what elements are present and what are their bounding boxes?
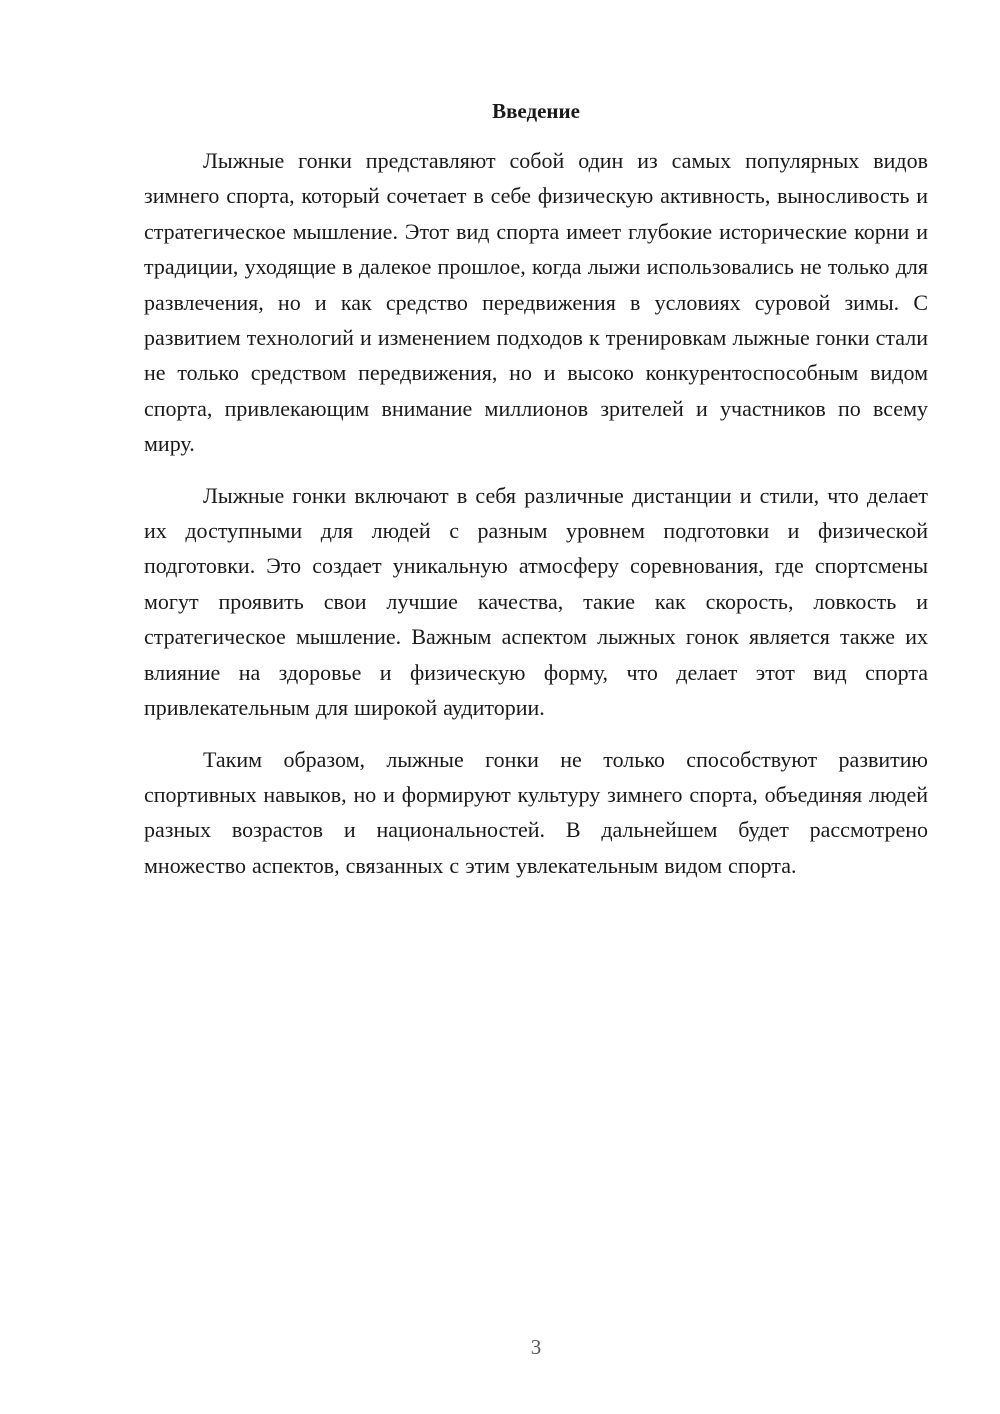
paragraph-3: Таким образом, лыжные гонки не только способствуют развитию спортивных навыков, но и формируют культуру зимнего спорта, объединяя людей разных возрастов и национальностей. В дальнейшем будет рассмотрено множество аспектов, связанных с этим увлекательным видом спорта.	[144, 746, 928, 878]
section-title: Введение	[492, 99, 580, 123]
paragraph-1: Лыжные гонки представляют собой один из самых популярных видов зимнего спорта, который сочетает в себе физическую активность, выносливость и стратегическое мышление. Этот вид спорта имеет глубокие исторические корни и традиции, уходящие в далекое прошлое, когда лыжи использовались не только для развлечения, но и как средство передвижения в условиях суровой зимы. С развитием технологий и изменением подходов к тренировкам лыжные гонки стали не только средством передвижения, но и высоко конкурентоспособным видом спорта, привлекающим внимание миллионов зрителей и участников по всему миру.	[144, 148, 928, 457]
document-body	[144, 143, 928, 899]
paragraph-2: Лыжные гонки включают в себя различные дистанции и стили, что делает их доступными для людей с разным уровнем подготовки и физической подготовки. Это создает уникальную атмосферу соревнования, где спортсмены могут проявить свои лучшие качества, такие как скорость, ловкость и стратегическое мышление. Важным аспектом лыжных гонок является также их влияние на здоровье и физическую форму, что делает этот вид спорта привлекательным для широкой аудитории.	[144, 482, 928, 721]
page-number: 3	[530, 1335, 542, 1359]
